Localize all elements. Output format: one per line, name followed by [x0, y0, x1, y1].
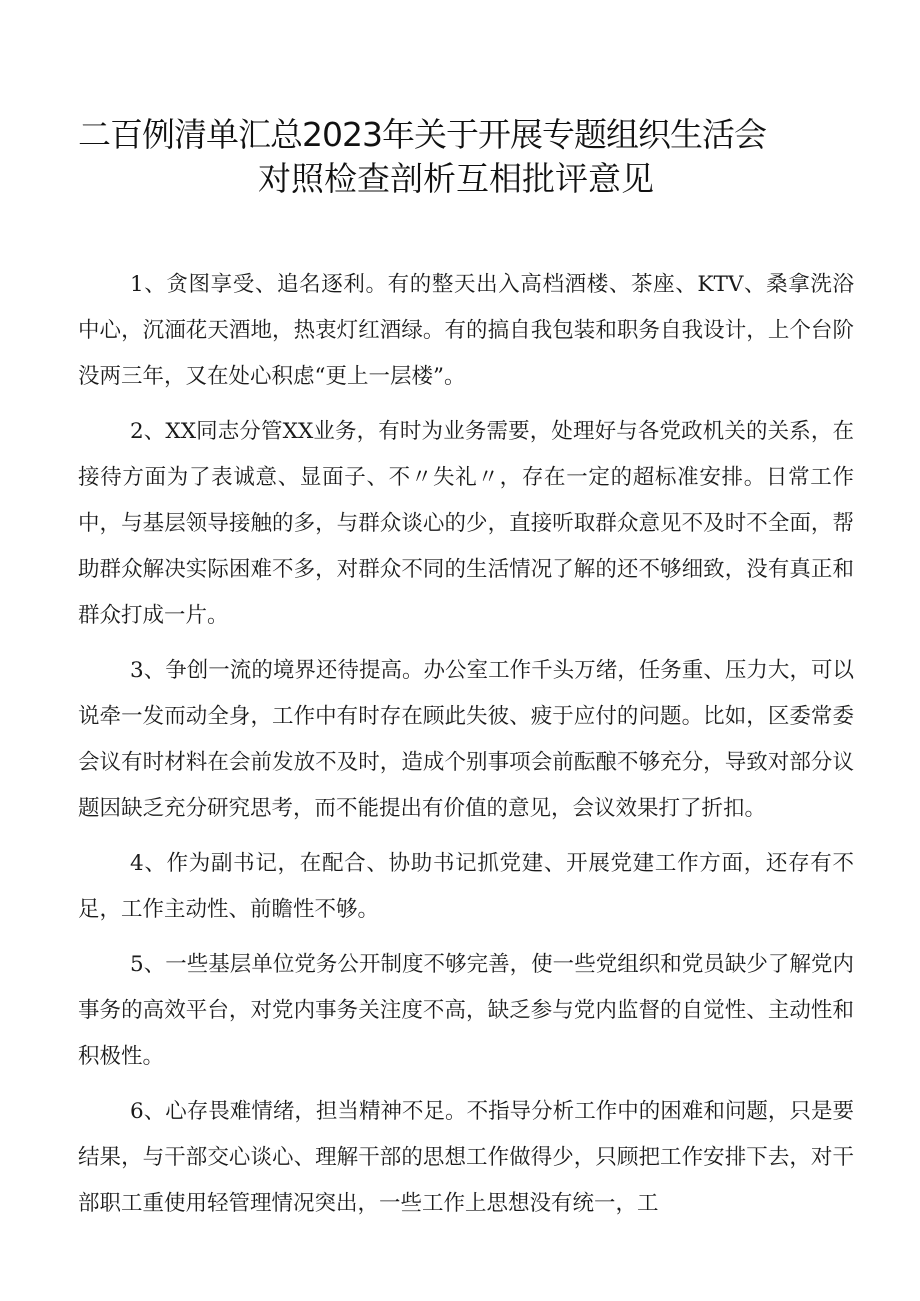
document-body: [78, 262, 854, 1236]
paragraph-3: 3、争创一流的境界还待提高。办公室工作千头万绪，任务重、压力大，可以说牵一发而动全身，工作中有时存在顾此失彼、疲于应付的问题。比如，区委常委会议有时材料在会前发放不及时，造成个别事项会前酝酿不够充分，导致对部分议题因缺乏充分研究思考，而不能提出有价值的意见，会议效果打了折扣。: [78, 658, 854, 821]
document-title-line-2: 对照检查剖析互相批评意见: [258, 159, 654, 198]
paragraph-6: 6、心存畏难情绪，担当精神不足。不指导分析工作中的困难和问题，只是要结果，与干部交心谈心、理解干部的思想工作做得少，只顾把工作安排下去，对干部职工重使用轻管理情况突出，一些工作上思想没有统一，工: [78, 1099, 854, 1216]
paragraph-5: 5、一些基层单位党务公开制度不够完善，使一些党组织和党员缺少了解党内事务的高效平台，对党内事务关注度不高，缺乏参与党内监督的自觉性、主动性和积极性。: [78, 952, 854, 1069]
paragraph-2: 2、XX同志分管XX业务，有时为业务需要，处理好与各党政机关的关系，在接待方面为了表诚意、显面子、不〃失礼〃，存在一定的超标准安排。日常工作中，与基层领导接触的多，与群众谈心的少，直接听取群众意见不及时不全面，帮助群众解决实际困难不多，对群众不同的生活情况了解的还不够细致，没有真正和群众打成一片。: [78, 419, 854, 628]
paragraph-1: 1、贪图享受、追名逐利。有的整天出入高档酒楼、茶座、KTV、桑拿洗浴中心，沉湎花天酒地，热衷灯红酒绿。有的搞自我包装和职务自我设计，上个台阶没两三年，又在处心积虑“更上一层楼”。: [78, 272, 854, 389]
document-title-line-1: 二百例清单汇总2023年关于开展专题组织生活会: [78, 115, 766, 154]
paragraph-4: 4、作为副书记，在配合、协助书记抓党建、开展党建工作方面，还存有不足，工作主动性、前瞻性不够。: [78, 851, 854, 922]
